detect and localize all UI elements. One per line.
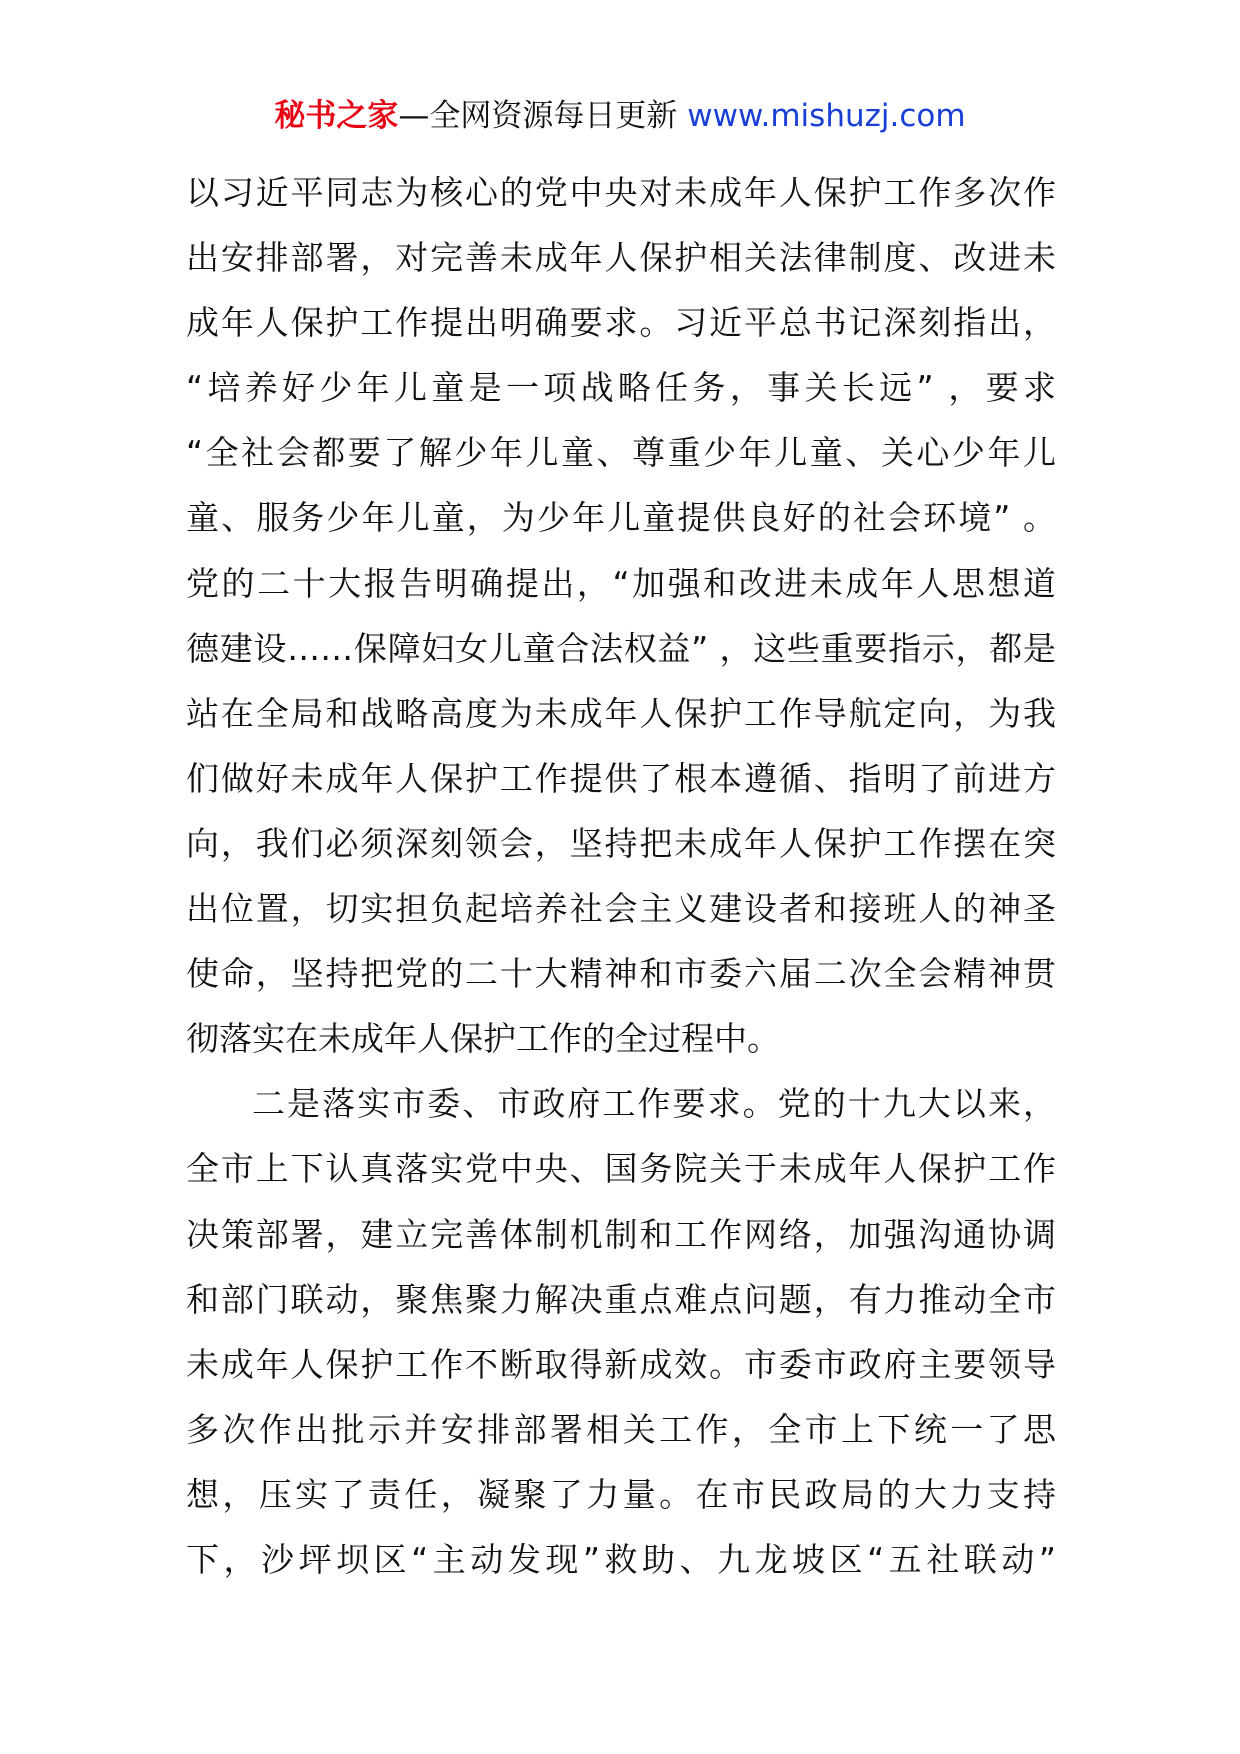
text-line: 们做好未成年人保护工作提供了根本遵循、指明了前进方 <box>186 758 1056 798</box>
text-line: “培养好少年儿童是一项战略任务，事关长远” ，要求 <box>186 368 1056 408</box>
text-line: 成年人保护工作提出明确要求。习近平总书记深刻指出， <box>186 303 1056 343</box>
brand-name: 秘书之家 <box>274 98 399 134</box>
text-line: 站在全局和战略高度为未成年人保护工作导航定向，为我 <box>186 693 1056 733</box>
text-line: 使命，坚持把党的二十大精神和市委六届二次全会精神贯 <box>186 954 1056 994</box>
text-line: 党的二十大报告明确提出，“加强和改进未成年人思想道 <box>186 563 1056 603</box>
text-line: 出位置，切实担负起培养社会主义建设者和接班人的神圣 <box>186 889 1056 929</box>
text-line: “全社会都要了解少年儿童、尊重少年儿童、关心少年儿 <box>186 433 1056 473</box>
text-line: 想，压实了责任，凝聚了力量。在市民政局的大力支持 <box>186 1474 1056 1514</box>
text-line: 决策部署，建立完善体制机制和工作网络，加强沟通协调 <box>186 1214 1056 1254</box>
text-line: 多次作出批示并安排部署相关工作，全市上下统一了思 <box>186 1409 1056 1449</box>
text-line: 彻落实在未成年人保护工作的全过程中。 <box>186 1019 780 1059</box>
text-line: 以习近平同志为核心的党中央对未成年人保护工作多次作 <box>186 173 1056 212</box>
text-line: 下，沙坪坝区“主动发现”救助、九龙坡区“五社联动” <box>186 1539 1056 1579</box>
text-line: 全市上下认真落实党中央、国务院关于未成年人保护工作 <box>186 1149 1056 1189</box>
text-line: 和部门联动，聚焦聚力解决重点难点问题，有力推动全市 <box>186 1279 1056 1319</box>
text-line: 童、服务少年儿童，为少年儿童提供良好的社会环境” 。 <box>186 498 1056 538</box>
header-tagline: —全网资源每日更新 <box>398 98 688 134</box>
document-body <box>186 160 1056 1592</box>
site-header <box>0 96 1240 136</box>
text-line: 向，我们必须深刻领会，坚持把未成年人保护工作摆在突 <box>186 823 1056 863</box>
text-line: 出安排部署，对完善未成年人保护相关法律制度、改进未 <box>186 238 1056 278</box>
site-url-link[interactable]: www.mishuzj.com <box>687 98 966 134</box>
text-line: 二是落实市委、市政府工作要求。党的十九大以来， <box>252 1084 1056 1124</box>
text-line: 德建设……保障妇女儿童合法权益” ，这些重要指示，都是 <box>186 628 1056 668</box>
text-line: 未成年人保护工作不断取得新成效。市委市政府主要领导 <box>186 1344 1056 1384</box>
